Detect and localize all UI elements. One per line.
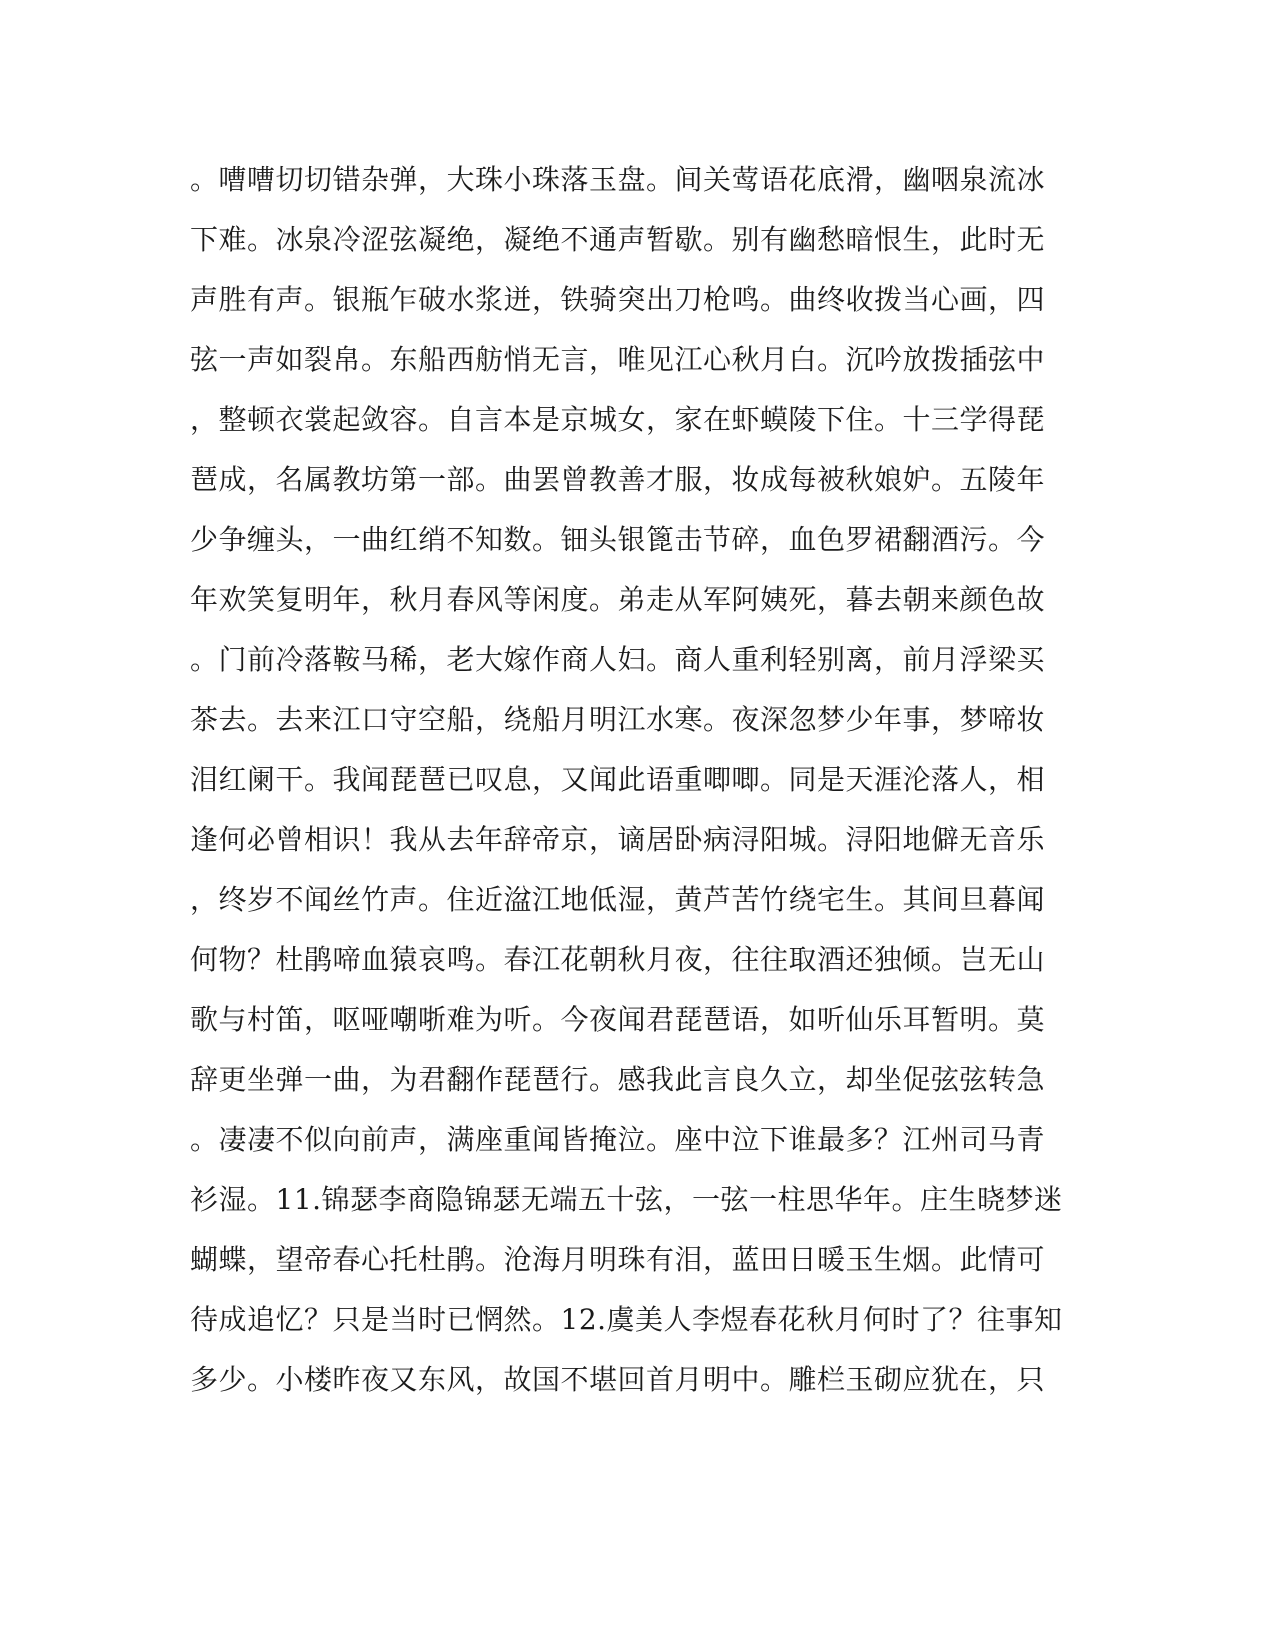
text-line: 待成追忆？只是当时已惘然。12.虞美人李煜春花秋月何时了？往事知 [190,1303,1063,1336]
text-line: 年欢笑复明年，秋月春风等闲度。弟走从军阿姨死，暮去朝来颜色故 [190,583,1046,616]
text-line: 茶去。去来江口守空船，绕船月明江水寒。夜深忽梦少年事，梦啼妆 [190,703,1046,736]
text-line: 声胜有声。银瓶乍破水浆迸，铁骑突出刀枪鸣。曲终收拨当心画，四 [190,283,1046,316]
text-line: 多少。小楼昨夜又东风，故国不堪回首月明中。雕栏玉砌应犹在，只 [190,1363,1046,1396]
text-line: 歌与村笛，呕哑嘲哳难为听。今夜闻君琵琶语，如听仙乐耳暂明。莫 [190,1003,1046,1036]
text-line: 少争缠头，一曲红绡不知数。钿头银篦击节碎，血色罗裙翻酒污。今 [190,523,1046,556]
text-line: 。嘈嘈切切错杂弹，大珠小珠落玉盘。间关莺语花底滑，幽咽泉流冰 [190,163,1046,196]
text-line: 何物？杜鹃啼血猿哀鸣。春江花朝秋月夜，往往取酒还独倾。岂无山 [190,943,1046,976]
text-line: 泪红阑干。我闻琵琶已叹息，又闻此语重唧唧。同是天涯沦落人，相 [190,763,1046,796]
text-line: 。凄凄不似向前声，满座重闻皆掩泣。座中泣下谁最多？江州司马青 [190,1123,1046,1156]
text-line: 。门前冷落鞍马稀，老大嫁作商人妇。商人重利轻别离，前月浮梁买 [190,643,1046,676]
text-line: 逢何必曾相识！我从去年辞帝京，谪居卧病浔阳城。浔阳地僻无音乐 [190,823,1046,856]
text-line: 琶成，名属教坊第一部。曲罢曾教善才服，妆成每被秋娘妒。五陵年 [190,463,1046,496]
text-line: ，整顿衣裳起敛容。自言本是京城女，家在虾蟆陵下住。十三学得琵 [190,403,1046,436]
text-line: 辞更坐弹一曲，为君翻作琵琶行。感我此言良久立，却坐促弦弦转急 [190,1063,1046,1096]
text-line: 下难。冰泉冷涩弦凝绝，凝绝不通声暂歇。别有幽愁暗恨生，此时无 [190,223,1046,256]
text-line: ，终岁不闻丝竹声。住近湓江地低湿，黄芦苦竹绕宅生。其间旦暮闻 [190,883,1046,916]
text-line: 衫湿。11.锦瑟李商隐锦瑟无端五十弦，一弦一柱思华年。庄生晓梦迷 [190,1183,1063,1216]
text-line: 蝴蝶，望帝春心托杜鹃。沧海月明珠有泪，蓝田日暖玉生烟。此情可 [190,1243,1046,1276]
text-line: 弦一声如裂帛。东船西舫悄无言，唯见江心秋月白。沉吟放拨插弦中 [190,343,1046,376]
